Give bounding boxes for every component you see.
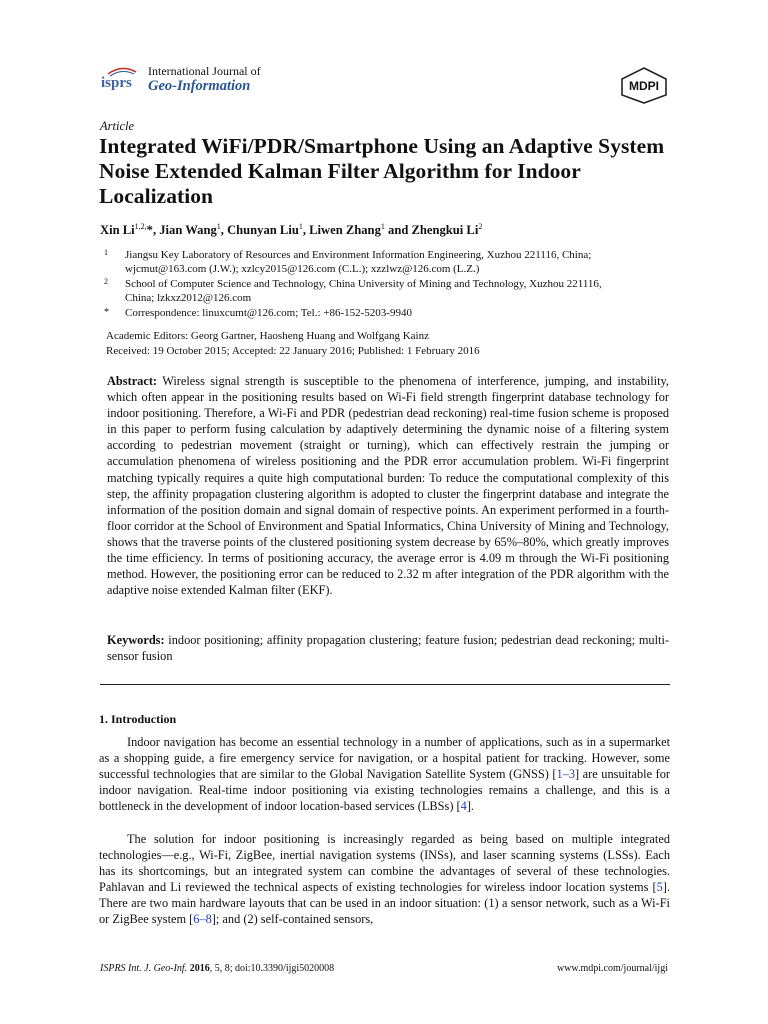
author-separator: and [384,223,412,237]
author-separator: , [302,223,310,237]
author-separator: , [220,223,228,237]
affiliation-text: Jiangsu Key Laboratory of Resources and Environment Information Engineering, Xuzhou 221116, China; [125,249,592,261]
mdpi-logo [618,66,670,104]
footer-url[interactable]: www.mdpi.com/journal/ijgi [556,963,668,974]
author-affiliation-marker: 1 [216,222,221,231]
intro-paragraph-1 [99,734,670,814]
section-divider [100,684,670,685]
author-name: Jian Wang [159,223,217,237]
mdpi-logo-text: MDPI [629,79,659,93]
paragraph-text: ]; and (2) self-contained sensors, [211,912,374,927]
author-affiliation-marker: 1 [380,222,385,231]
author-name: Zhengkui Li [411,223,479,237]
abstract-text: Wireless signal strength is susceptible to the phenomena of interference, jumping, and instability, which often appear in the positioning results based on Wi-Fi field strength fingerprint database technology for indoor positioning. Therefore, a Wi-Fi and PDR (pedestrian dead reckoning) real-time fusion scheme is proposed in this paper to perform fusing calculation by adaptively determining the dynamic noise of a filtering system according to pedestrian movement (straight or turning), which can effectively restrain the jumping or accumulation phenomena of wireless positioning and the PDR error accumulation problem. Wi-Fi fingerprint matching typically requires a quite high computational burden: To reduce the computational complexity of this step, the affinity propagation clustering algorithm is adopted to cluster the fingerprint database and integrate the information of the position domain and signal domain of respective points. An experiment performed in a fourth-floor corridor at the School of Environment and Spatial Informatics, China University of Mining and Technology, shows that the traverse points of the clustered positioning system decrease by 65%–80%, which greatly improves the time efficiency. In terms of positioning accuracy, the average error is 4.09 m through the Wi-Fi positioning method. However, the positioning error can be reduced to 2.32 m after integration of the PDR algorithm with the adaptive noise extended Kalman filter (EKF). [107,374,669,598]
article-type: Article [100,119,135,133]
paragraph-text: ]. [466,799,475,814]
affiliation-marker: 1 [104,248,108,257]
academic-editors: Academic Editors: Georg Gartner, Haosheng Huang and Wolfgang Kainz [106,330,429,342]
journal-name [148,64,261,94]
author-name: Chunyan Liu [227,223,299,237]
keywords-text: indoor positioning; affinity propagation clustering; feature fusion; pedestrian dead reckoning; multi-sensor fusion [107,633,669,664]
journal-line-2: Geo-Information [148,78,251,94]
isprs-logo-text: isprs [101,75,132,91]
abstract [107,373,669,598]
author-name: Liwen Zhang [309,223,381,237]
paragraph-text: Indoor navigation has become an essential technology in a number of applications, such as in a supermarket as a shopping guide, a fire emergency service for navigation, or a hospital patient for tracking. However, some successful technologies that are similar to the Global Navigation Satellite System (GNSS) [ [99,735,670,782]
citation-link[interactable]: 6–8 [193,912,212,927]
author-affiliation-marker: 1,2, [134,222,147,231]
isprs-logo [100,66,144,94]
journal-line-1: International Journal of [148,64,261,78]
affiliation-2 [104,277,674,305]
affiliation-text: School of Computer Science and Technology, China University of Mining and Technology, Xuzhou 221116, [125,278,602,290]
paper-title: Integrated WiFi/PDR/Smartphone Using an Adaptive System Noise Extended Kalman Filter Algorithm for Indoor Localization [99,134,665,208]
footer-citation [100,963,334,974]
author-affiliation-marker: 1 [298,222,303,231]
correspondence-text: Correspondence: linuxcumt@126.com; Tel.: +86-152-5203-9940 [125,307,412,319]
affiliation-email: wjcmut@163.com (J.W.); xzlcy2015@126.com (C.L.); xzzlwz@126.com (L.Z.) [125,263,480,275]
affiliation-email: China; lzkxz2012@126.com [125,292,252,304]
footer-year: 2016 [189,963,210,974]
affiliation-1 [104,248,674,276]
paragraph-text: The solution for indoor positioning is increasingly regarded as being based on multiple integrated technologies—e.g., Wi-Fi, ZigBee, inertial navigation systems (INSs), and laser scanning systems (LSSs). Each has its shortcomings, but an integrated system can combine the advantages of several of these technologies. Pahlavan and Li reviewed the technical aspects of existing technologies for wireless indoor location systems [ [99,832,670,895]
corresponding-author-marker: * [146,223,153,237]
keywords-label: Keywords: [107,633,165,647]
citation-link[interactable]: 1–3 [556,767,576,782]
publication-dates: Received: 19 October 2015; Accepted: 22 January 2016; Published: 1 February 2016 [106,345,480,357]
author-separator: , [152,223,160,237]
paragraph-text: ]. There are two main hardware layouts that can be used in an indoor situation: (1) a sensor network, such as a Wi-Fi or ZigBee system [ [99,880,670,927]
citation-link[interactable]: 4 [460,799,467,814]
author-list [100,223,482,238]
section-heading: 1. Introduction [99,712,177,726]
keywords [107,632,669,664]
author-affiliation-marker: 2 [478,222,483,231]
correspondence [104,306,674,320]
affiliation-marker: 2 [104,277,108,286]
affiliation-marker: * [104,307,109,318]
abstract-label: Abstract: [107,374,158,388]
intro-paragraph-2 [99,831,670,928]
author-name: Xin Li [100,223,135,237]
citation-link[interactable]: 5 [656,880,663,895]
footer-doi: , 5, 8; doi:10.3390/ijgi5020008 [209,963,335,974]
paragraph-text: ] are unsuitable for indoor navigation. Real-time indoor positioning via existing technologies remains a challenge, and this is a bottleneck in the development of indoor location-based services (LBSs) [ [99,767,670,814]
footer-journal: ISPRS Int. J. Geo-Inf. [100,963,188,974]
